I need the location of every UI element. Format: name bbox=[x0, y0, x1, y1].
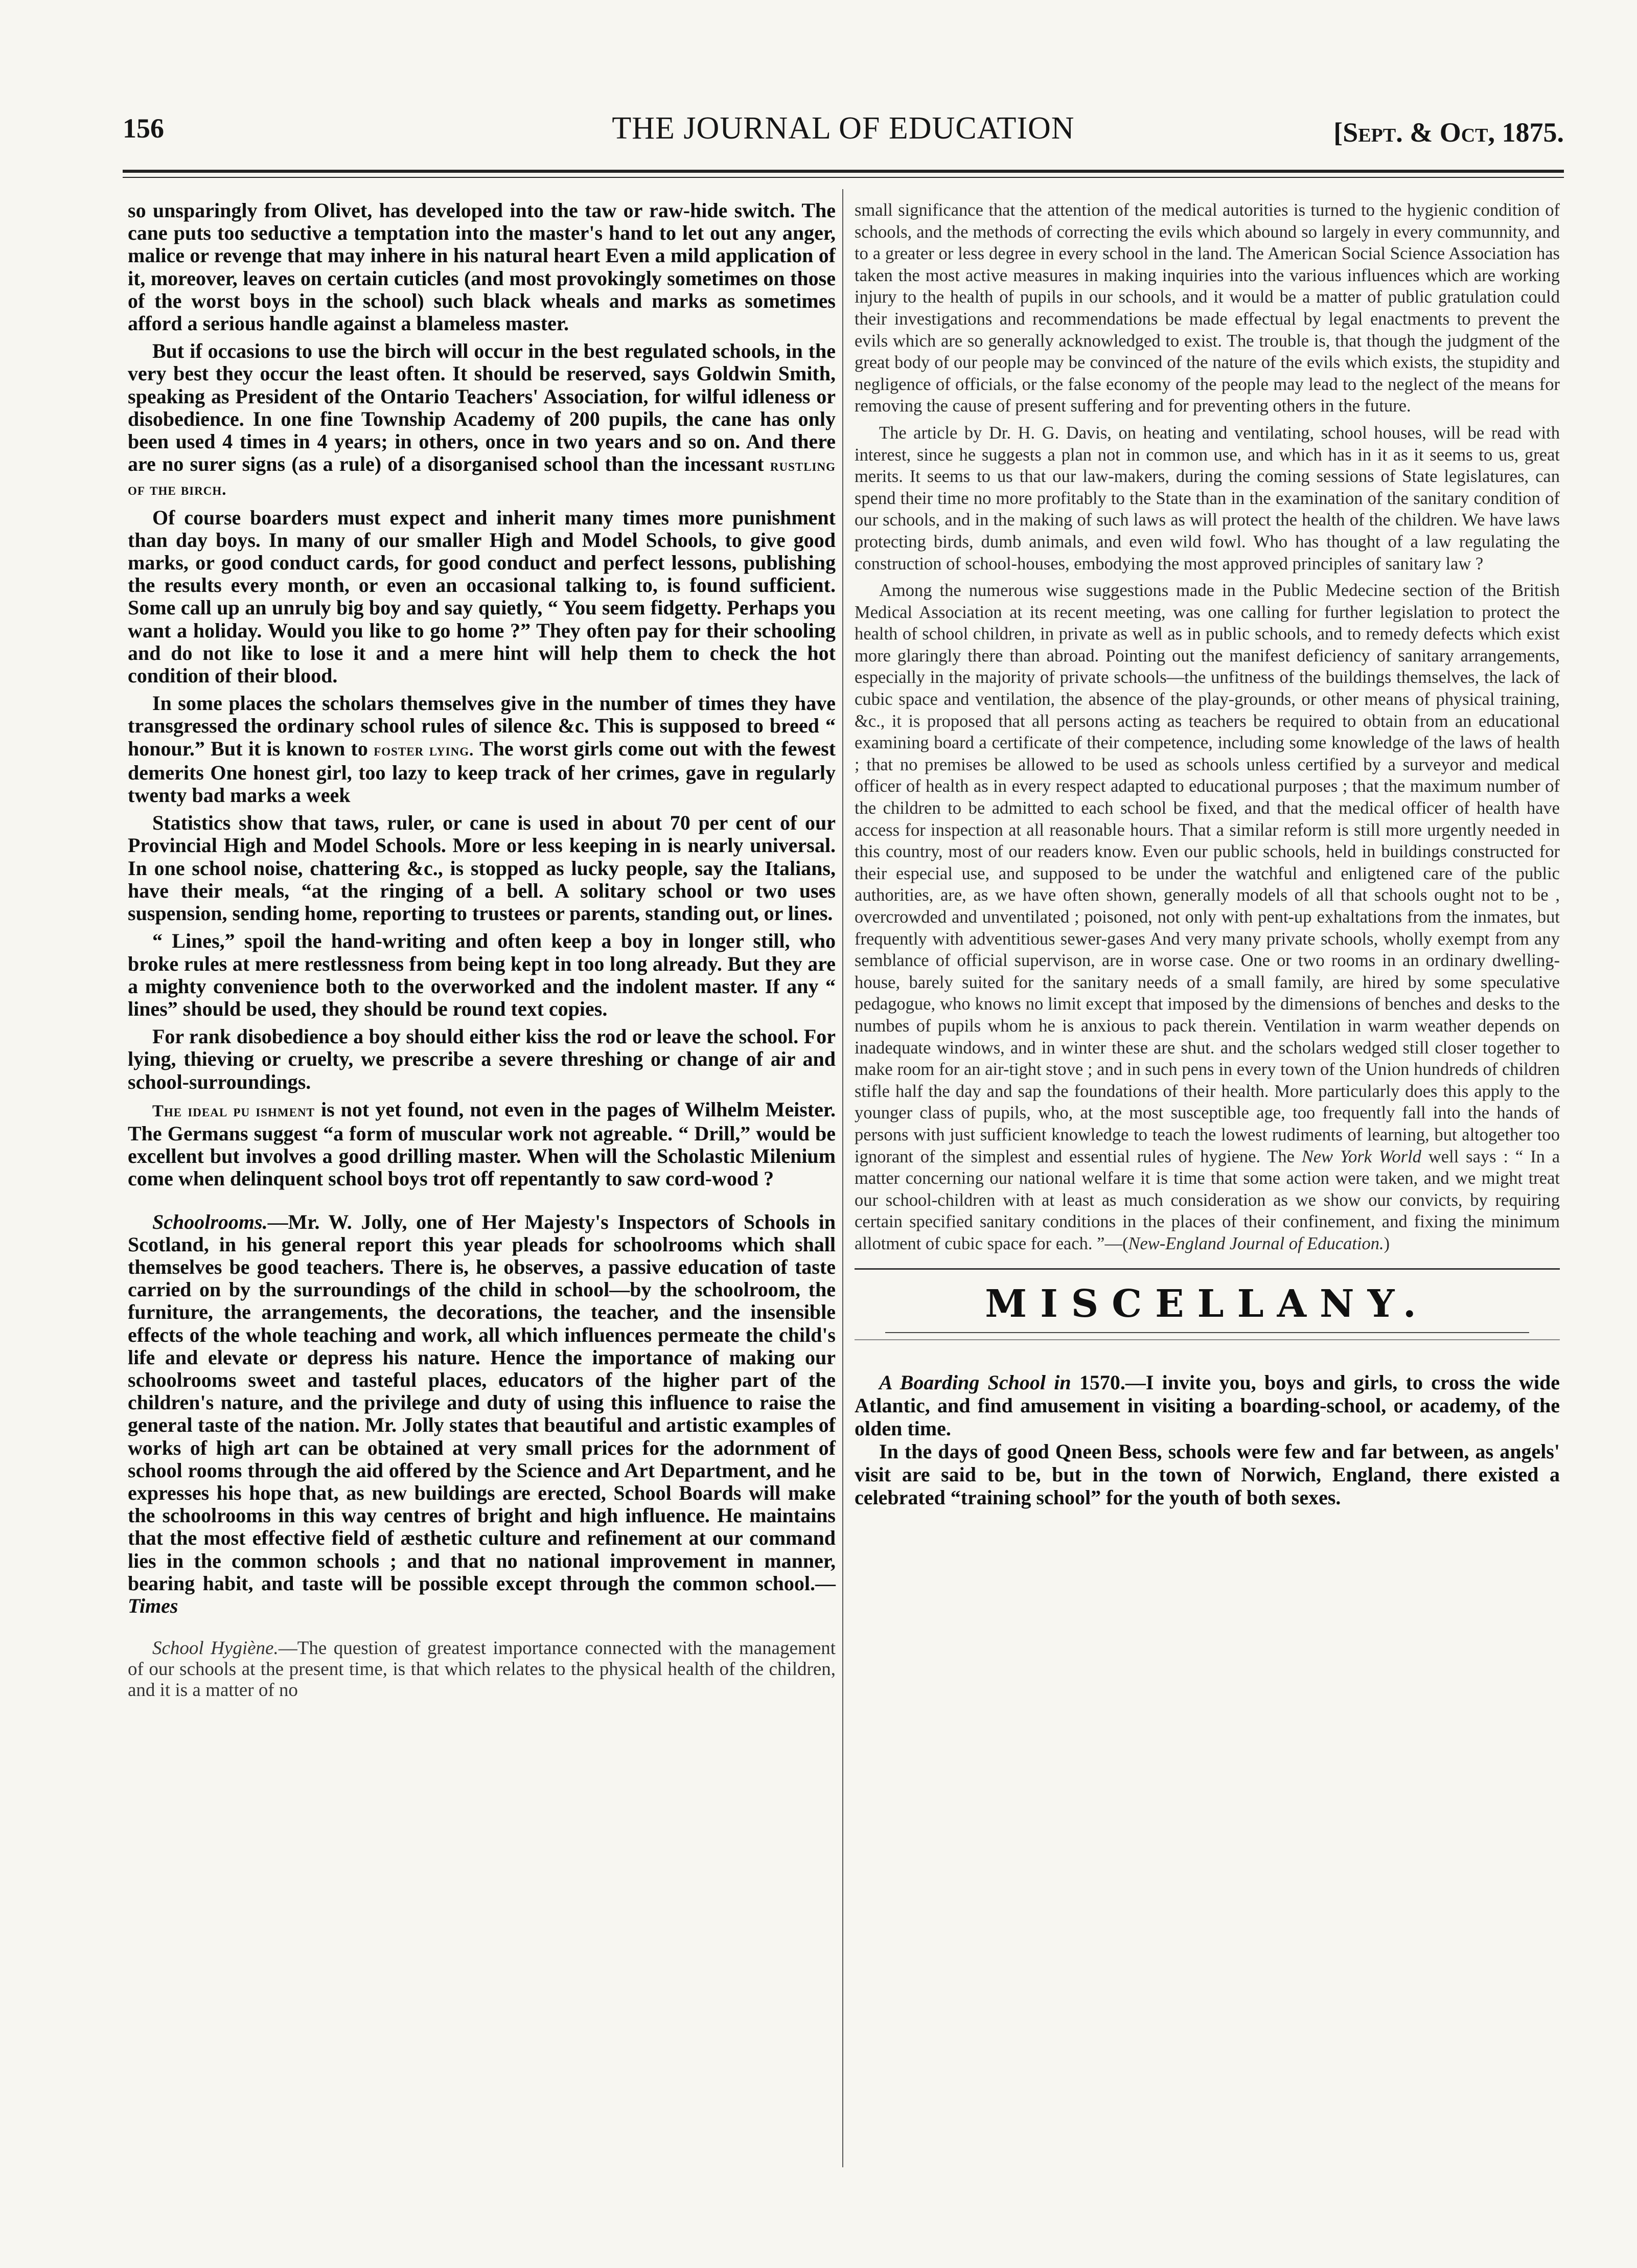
left-paragraph-8 bbox=[128, 1098, 836, 1190]
foster-lying: foster lying. bbox=[374, 741, 474, 760]
left-paragraph-8-text: is not yet found, not even in the pages of Wilhelm Meister. The Germans suggest “a form of muscular work not agreable. “ Drill,” would be excellent but involves a good drilling master. When will the Scholastic Milenium come when delinquent school boys trot off repentantly to saw cord-wood ? bbox=[128, 1097, 836, 1190]
right-paragraph-3a: Among the numerous wise suggestions made in the Public Medecine section of the British Medical Association at its recent meeting, was one calling for further legislation to protect the health of school children, in private as well as in public schools, and to remedy defects which exist more glaringly there than abroad. Pointing out the manifest deficiency of sanitary arrangements, especially in the majority of private schools—the unfitness of the buildings themselves, the lack of cubic space and ventilation, the absence of the play-grounds, or other means of physical training, &c., it is proposed that all persons acting as teachers be required to obtain from an educational examining board a certificate of their competence, including some knowledge of the laws of health ; that no premises be allowed to be used as schools unless certified by a surveyor and medical officer of health as in every respect adapted to educational purposes ; that the maximum number of the children to be admitted to each school be fixed, and that the medical officer of health have access for inspection at all reasonable hours. That a similar reform is still more urgently needed in this country, most of our readers know. Even our public schools, held in buildings constructed for their especial use, and supposed to be under the watchful and enligtened care of the public authorities, are, as we have often shown, generally models of all that schools ought not to be , overcrowded and unventilated ; poisoned, not only with pent-up exhaltations from the inmates, but frequently with adventitious sewer-gases And very many private schools, wholly exempt from any semblance of official supervison, are in worse case. One or two rooms in an ordinary dwelling-house, barely suited for the sanitary needs of a small family, are hired by some speculative pedagogue, who knows no limit except that imposed by the dimensions of benches and desks to the numbes of pupils whom he is anxious to pack therein. Ventilation in warm weather depends on inadequate windows, and in winter these are shut. and the scholars wedged still closer together to make room for an air-tight stove ; and in such pens in every town of the Union hundreds of children stifle half the day and sap the foundations of their health. More particularly does this apply to the younger class of pupils, who, at the most susceptible age, too frequently fall into the hands of persons with just sufficient knowledge to teach the lowest rudiments of learning, but altogether too ignorant of the simplest and essential rules of hygiene. The bbox=[855, 581, 1560, 1166]
schoolrooms-lead: Schoolrooms. bbox=[152, 1210, 268, 1233]
right-paragraph-3b: well says : “ In a matter concerning our national welfare it is time that some action were taken, and we might treat our school-children with at least as much consideration as we show our convicts, by requiring certain specified sanitary conditions in the places of their confinement, and fixing the minimum allotment of cubic space for each. ”—( bbox=[855, 1147, 1560, 1253]
left-paragraph-2-text: But if occasions to use the birch will occur in the best regulated schools, in the very best they occur the least often. It should be reserved, says Goldwin Smith, speaking as President of the Ontario Teachers' Association, for wilful idleness or disobedience. In one fine Township Academy of 200 pupils, the cane has only been used 4 times in 4 years; in others, once in two years and so on. And there are no surer signs (as a rule) of a disorganised school than the incessant bbox=[128, 339, 836, 476]
left-paragraph-3: Of course boarders must expect and inherit many times more punishment than day boys. In many of our smaller High and Model Schools, to give good marks, or good conduct cards, for good conduct and perfect lessons, publishing the results every month, or even an occasional talking to, is found sufficient. Some call up an unruly big boy and say quietly, “ You seem fidgetty. Perhaps you want a holiday. Would you like to go home ?” They often pay for their schooling and do not like to lose it and a mere hint will help them to check the hot condition of their blood. bbox=[128, 506, 836, 688]
page-header bbox=[123, 102, 1564, 164]
date-month-sept: Sept. bbox=[1343, 117, 1403, 148]
rustling-of-the-birch: rustling of the birch. bbox=[128, 456, 836, 499]
school-hygiene-lead: School Hygiène. bbox=[152, 1638, 279, 1659]
issue-date bbox=[1333, 117, 1564, 148]
left-paragraph-4a: In some places the scholars themselves give in the number of times they have transgressed the ordinary school rules of silence &c. This is supposed to breed “ honour.” But it is known to bbox=[128, 692, 836, 760]
date-bracket: [ bbox=[1333, 117, 1343, 148]
left-paragraph-4b: The worst girls come out with the fewest demerits One honest girl, too lazy to keep track of her crimes, gave in regularly twenty bad marks a week bbox=[128, 737, 836, 807]
right-paragraph-3 bbox=[855, 580, 1560, 1254]
page-number: 156 bbox=[123, 113, 164, 144]
miscellany-rule-bottom bbox=[855, 1339, 1560, 1340]
ideal-punishment: The ideal pu ishment bbox=[152, 1102, 315, 1120]
journal-title: THE JOURNAL OF EDUCATION bbox=[612, 111, 1075, 146]
column-divider bbox=[842, 189, 843, 2167]
schoolrooms-paragraph bbox=[128, 1211, 836, 1618]
miscellany-title: MISCELLANY. bbox=[985, 1281, 1430, 1326]
miscellany-text bbox=[855, 1371, 1560, 1509]
schoolrooms-text: —Mr. W. Jolly, one of Her Majesty's Inspectors of Schools in Scotland, in his general report this year pleads for schoolrooms which shall themselves be good teachers. There is, he observes, a passive education of taste carried on by the surroundings of the child in school—by the schoolroom, the furniture, the arrangements, the decorations, the teacher, and the insensible effects of the whole teaching and work, all which influences permeate the child's life and elevate or depress his nature. Hence the importance of making our schoolrooms sweet and tasteful places, educators of the higher part of the children's nature, and the privilege and duty of using this influence to raise the general taste of the nation. Mr. Jolly states that beautiful and artistic examples of works of high art can be obtained at very small prices for the adornment of school rooms through the aid offered by the Science and Art Department, and he expresses his hope that, as new buildings are erected, School Boards will make the schoolrooms in this way centres of bright and high influence. He maintains that the most effective field of æsthetic culture and refinement at our command lies in the common schools ; and that no national improvement in manner, bearing habit, and taste will be possible except through the common school.— bbox=[128, 1210, 836, 1595]
left-paragraph-2 bbox=[128, 340, 836, 501]
right-column bbox=[855, 199, 1560, 1509]
school-hygiene-text: —The question of greatest importance connected with the management of our schools at the present time, is that which relates to the physical health of the children, and it is a matter of no bbox=[128, 1638, 836, 1701]
date-year: , 1875. bbox=[1488, 117, 1564, 148]
miscellany-section bbox=[855, 1268, 1560, 1509]
date-ampersand: & bbox=[1402, 117, 1440, 148]
date-month-oct: Oct bbox=[1439, 117, 1488, 148]
boarding-school-text: 1570.—I invite you, boys and girls, to cross the wide Atlantic, and find amusement in visiting a boarding-school, or academy, of the olden time. bbox=[855, 1371, 1560, 1440]
left-paragraph-4 bbox=[128, 692, 836, 807]
left-paragraph-5: Statistics show that taws, ruler, or cane is used in about 70 per cent of our Provincial High and Model Schools. More or less keeping in is nearly universal. In one school noise, chattering &c., is stopped as lucky people, say the Italians, have their meals, “at the ringing of a bell. A solitary school or two uses suspension, sending home, reporting to trustees or parents, standing out, or lines. bbox=[128, 811, 836, 925]
right-paragraph-1: small significance that the attention of the medical autorities is turned to the hygienic condition of schools, and the methods of correcting the evils which abound so largely in every communnity, and to a greater or less degree in every school in the land. The American Social Science Association has taken the most active measures in making inquiries into the various influences which are working injury to the health of pupils in our schools, and it would be a matter of public gratulation could their investigations and recommendations be made effectual by legal enactments to prevent the evils which are so generally acknowledged to exist. The trouble is, that though the judgment of the great body of our people may be convinced of the nature of the evils which exists, the stupidity and negligence of officials, or the false economy of the people may lead to the neglect of the means for removing the cause of present suffering and for preventing others in the future. bbox=[855, 200, 1560, 416]
left-paragraph-1: so unsparingly from Olivet, has developed into the taw or raw-hide switch. The cane puts too seductive a temptation into the master's hand to let out any anger, malice or revenge that may inhere in his natural heart Even a mild application of it, moreover, leaves on certain cuticles (and most provokingly sometimes on those of the worst boys in the school) such black wheals and marks as sometimes afford a serious handle against a blameless master. bbox=[128, 199, 836, 335]
miscellany-rule-middle bbox=[885, 1332, 1529, 1333]
left-column bbox=[128, 199, 836, 1701]
schoolrooms-source: Times bbox=[128, 1594, 178, 1617]
boarding-school-paragraph bbox=[855, 1371, 1560, 1440]
left-paragraph-6: “ Lines,” spoil the hand-writing and often keep a boy in longer still, who broke rules at mere restlessness from being kept in too long already. But they are a mighty convenience both to the overworked and the indolent master. If any “ lines” should be used, they should be round text copies. bbox=[128, 929, 836, 1020]
queen-bess-paragraph: In the days of good Qneen Bess, schools were few and far between, as angels' visit are said to be, but in the town of Norwich, England, there existed a celebrated “training school” for the youth of both sexes. bbox=[855, 1440, 1560, 1509]
right-paragraph-3-close: ) bbox=[1384, 1233, 1390, 1253]
new-york-world: New York World bbox=[1301, 1147, 1422, 1166]
new-england-journal-source: New-England Journal of Education. bbox=[1128, 1233, 1384, 1253]
miscellany-rule-top bbox=[855, 1268, 1560, 1270]
school-hygiene-paragraph bbox=[128, 1638, 836, 1701]
left-paragraph-7: For rank disobedience a boy should either kiss the rod or leave the school. For lying, thieving or cruelty, we prescribe a severe threshing or change of air and school-surroundings. bbox=[128, 1025, 836, 1093]
header-rule-thick bbox=[123, 170, 1564, 173]
boarding-school-lead: A Boarding School in bbox=[879, 1371, 1071, 1394]
header-rule-thin bbox=[123, 177, 1564, 178]
right-paragraph-2: The article by Dr. H. G. Davis, on heating and ventilating, school houses, will be read with interest, since he suggests a plan not in common use, and which has in it as it seems to us, great merits. It seems to us that our law-makers, during the coming sessions of State legislatures, can spend their time no more profitably to the State than in the examination of the sanitary condition of our schools, and in the making of such laws as will protect the health of the children. We have laws protecting birds, dumb animals, and even wild fowl. Who has thought of a law regulating the construction of school-houses, embodying the most approved principles of sanitary law ? bbox=[855, 423, 1560, 574]
